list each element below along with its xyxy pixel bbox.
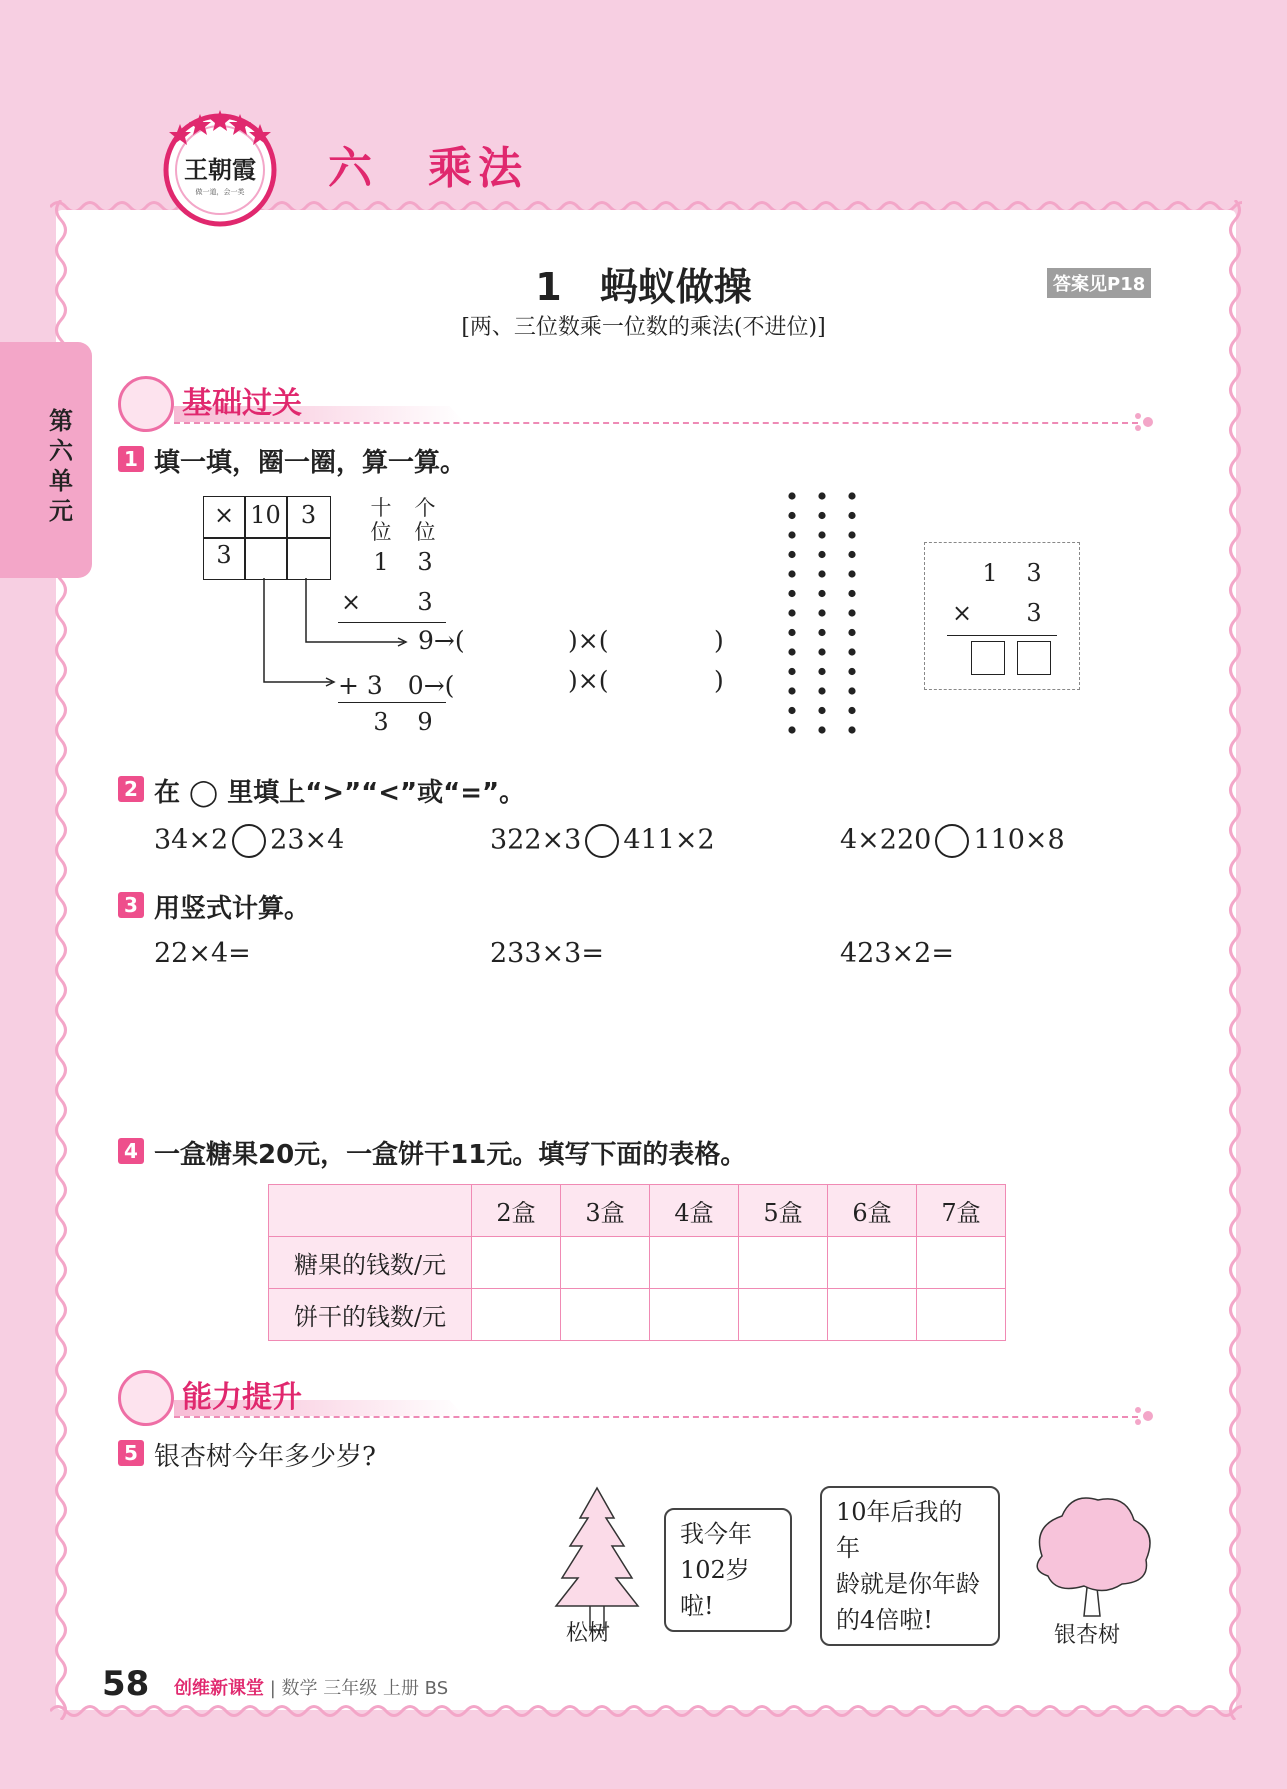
dot-array[interactable] bbox=[784, 490, 860, 742]
section-divider bbox=[174, 1416, 1138, 1418]
dot bbox=[818, 551, 825, 558]
table-cell[interactable] bbox=[472, 1289, 561, 1341]
speech-line: 102岁啦! bbox=[680, 1556, 750, 1620]
compare-item bbox=[490, 824, 715, 858]
question-text: 用竖式计算。 bbox=[154, 894, 311, 924]
dot bbox=[788, 648, 795, 655]
compare-left: 34×2 bbox=[154, 824, 229, 856]
footer-book-info: | 数学 三年级 上册 BS bbox=[269, 1678, 449, 1699]
digit: 3 bbox=[1026, 599, 1042, 627]
dot bbox=[818, 687, 825, 694]
logo-small-text: 做一道，会一类 bbox=[195, 188, 245, 196]
grid-cell: 3 bbox=[300, 501, 317, 529]
digit: 3 bbox=[417, 548, 433, 576]
right-wave-border bbox=[1226, 200, 1244, 1720]
unit-side-tab bbox=[0, 342, 92, 578]
compare-left: 322×3 bbox=[490, 824, 582, 856]
partial-product-1-end: ) bbox=[714, 626, 724, 655]
dot bbox=[818, 531, 825, 538]
dot bbox=[848, 687, 855, 694]
dot bbox=[848, 551, 855, 558]
column-header: 5盒 bbox=[739, 1185, 828, 1237]
dot bbox=[848, 668, 855, 675]
digit: 1 bbox=[373, 548, 389, 576]
pine-tree-icon bbox=[552, 1484, 642, 1634]
logo-text: 王朝霞 bbox=[184, 155, 256, 184]
dot bbox=[788, 687, 795, 694]
ginkgo-speech-bubble bbox=[820, 1486, 1000, 1646]
partial-product-1: 9→( bbox=[418, 626, 465, 655]
compare-right: 411×2 bbox=[623, 824, 715, 856]
dot bbox=[848, 726, 855, 733]
footer-info bbox=[174, 1674, 448, 1700]
dot bbox=[818, 590, 825, 597]
question-number: 2 bbox=[118, 776, 144, 802]
dot bbox=[788, 668, 795, 675]
dot bbox=[848, 648, 855, 655]
dots-decoration-icon bbox=[1132, 1406, 1156, 1426]
compare-right: 110×8 bbox=[973, 824, 1065, 856]
pine-tree-label: 松树 bbox=[566, 1621, 611, 1646]
lesson-title: 1 蚂蚁做操 bbox=[535, 265, 752, 309]
dot bbox=[818, 707, 825, 714]
partial-product-2: + 3 0→( bbox=[338, 671, 455, 700]
question-text: 在 ◯ 里填上“>”“<”或“=”。 bbox=[154, 778, 526, 808]
table-cell[interactable] bbox=[739, 1289, 828, 1341]
dot bbox=[818, 512, 825, 519]
digit: 3 bbox=[373, 708, 389, 736]
dot bbox=[848, 570, 855, 577]
calc-item: 22×4= bbox=[154, 938, 251, 969]
speech-line: 我今年 bbox=[680, 1520, 752, 1548]
answer-box[interactable] bbox=[1017, 641, 1051, 675]
dot bbox=[788, 707, 795, 714]
pine-speech-bubble bbox=[664, 1508, 792, 1632]
dot bbox=[788, 531, 795, 538]
dot bbox=[788, 492, 795, 499]
dot bbox=[788, 629, 795, 636]
row-header: 糖果的钱数/元 bbox=[269, 1237, 472, 1289]
table-corner bbox=[269, 1185, 472, 1237]
compare-right: 23×4 bbox=[270, 824, 345, 856]
dot bbox=[818, 726, 825, 733]
calc-item: 233×3= bbox=[490, 938, 604, 969]
speech-line: 龄就是你年龄 bbox=[836, 1570, 980, 1598]
compare-circle[interactable] bbox=[232, 824, 266, 858]
table-cell[interactable] bbox=[472, 1237, 561, 1289]
column-header: 3盒 bbox=[561, 1185, 650, 1237]
dot bbox=[848, 609, 855, 616]
digit: 3 bbox=[1026, 559, 1042, 587]
compare-item bbox=[154, 824, 344, 858]
table-cell[interactable] bbox=[917, 1289, 1006, 1341]
speech-line: 的4倍啦! bbox=[836, 1606, 933, 1634]
row-header: 饼干的钱数/元 bbox=[269, 1289, 472, 1341]
dot bbox=[848, 531, 855, 538]
question-number: 4 bbox=[118, 1138, 144, 1164]
compare-left: 4×220 bbox=[840, 824, 932, 856]
dot bbox=[848, 629, 855, 636]
digit: 1 bbox=[982, 559, 998, 587]
vertical-line bbox=[338, 702, 446, 703]
section-label: 能力提升 bbox=[182, 1380, 302, 1415]
grid-cell: 10 bbox=[250, 501, 281, 529]
table-cell[interactable] bbox=[828, 1289, 917, 1341]
digit: 3 bbox=[417, 588, 433, 616]
tens-place-label: 十位 bbox=[370, 496, 392, 544]
unit-title: 六 乘法 bbox=[328, 143, 528, 194]
grid-cell: × bbox=[213, 501, 235, 529]
speech-line: 10年后我的年 bbox=[836, 1498, 963, 1562]
teacher-avatar-icon bbox=[118, 1370, 174, 1426]
calc-item: 423×2= bbox=[840, 938, 954, 969]
column-header: 7盒 bbox=[917, 1185, 1006, 1237]
compare-circle[interactable] bbox=[585, 824, 619, 858]
dot bbox=[818, 609, 825, 616]
answer-reference-badge: 答案见P18 bbox=[1047, 268, 1151, 298]
table-cell[interactable] bbox=[739, 1237, 828, 1289]
question-text: 银杏树今年多少岁? bbox=[154, 1442, 376, 1472]
dot bbox=[848, 492, 855, 499]
dot bbox=[788, 609, 795, 616]
dot bbox=[848, 512, 855, 519]
ones-place-label: 个位 bbox=[414, 496, 436, 544]
dot bbox=[788, 570, 795, 577]
table-cell[interactable] bbox=[650, 1289, 739, 1341]
question-number: 3 bbox=[118, 892, 144, 918]
price-table bbox=[268, 1184, 1006, 1341]
column-header: 6盒 bbox=[828, 1185, 917, 1237]
table-cell[interactable] bbox=[828, 1237, 917, 1289]
table-cell[interactable] bbox=[650, 1237, 739, 1289]
dot bbox=[818, 492, 825, 499]
page-number: 58 bbox=[102, 1664, 150, 1704]
unit-side-tab-label: 第六单元 bbox=[49, 407, 73, 525]
dot bbox=[788, 551, 795, 558]
lesson-subtitle: [两、三位数乘一位数的乘法(不进位)] bbox=[461, 315, 826, 340]
table-cell[interactable] bbox=[561, 1289, 650, 1341]
multiply-sign: × bbox=[951, 599, 973, 627]
bottom-wave-border bbox=[50, 1702, 1242, 1720]
question-text: 一盒糖果20元，一盒饼干11元。填写下面的表格。 bbox=[154, 1140, 747, 1170]
partial-product-2-end: ) bbox=[714, 666, 724, 695]
table-cell[interactable] bbox=[561, 1237, 650, 1289]
question-number: 1 bbox=[118, 446, 144, 472]
column-header: 2盒 bbox=[472, 1185, 561, 1237]
compare-item bbox=[840, 824, 1065, 858]
digit: 9 bbox=[417, 708, 433, 736]
dot bbox=[848, 590, 855, 597]
compare-circle[interactable] bbox=[935, 824, 969, 858]
dots-decoration-icon bbox=[1132, 412, 1156, 432]
section-label: 基础过关 bbox=[182, 386, 302, 421]
footer-brand: 创维新课堂 bbox=[174, 1678, 264, 1699]
vertical-calc-box bbox=[924, 542, 1080, 690]
table-cell[interactable] bbox=[917, 1237, 1006, 1289]
vertical-line bbox=[947, 635, 1057, 636]
dot bbox=[818, 629, 825, 636]
answer-box[interactable] bbox=[971, 641, 1005, 675]
teacher-avatar-icon bbox=[118, 376, 174, 432]
section-header-advanced bbox=[116, 1366, 1156, 1426]
question-text: 填一填，圈一圈，算一算。 bbox=[154, 448, 467, 478]
ginkgo-tree-label: 银杏树 bbox=[1054, 1623, 1121, 1648]
dot bbox=[788, 726, 795, 733]
ginkgo-tree-icon bbox=[1022, 1486, 1162, 1626]
multiplication-grid bbox=[203, 496, 331, 580]
dot bbox=[788, 512, 795, 519]
dot bbox=[818, 570, 825, 577]
question-number: 5 bbox=[118, 1440, 144, 1466]
partial-product-2-mid: )×( bbox=[568, 666, 609, 695]
grid-cell: 3 bbox=[216, 541, 232, 569]
dot bbox=[818, 668, 825, 675]
dot bbox=[818, 648, 825, 655]
section-header-basic bbox=[116, 372, 1156, 432]
dot bbox=[848, 707, 855, 714]
multiply-sign: × bbox=[340, 588, 362, 616]
partial-product-1-mid: )×( bbox=[568, 626, 609, 655]
column-header: 4盒 bbox=[650, 1185, 739, 1237]
brand-logo bbox=[160, 108, 280, 228]
dot bbox=[788, 590, 795, 597]
section-divider bbox=[174, 422, 1138, 424]
